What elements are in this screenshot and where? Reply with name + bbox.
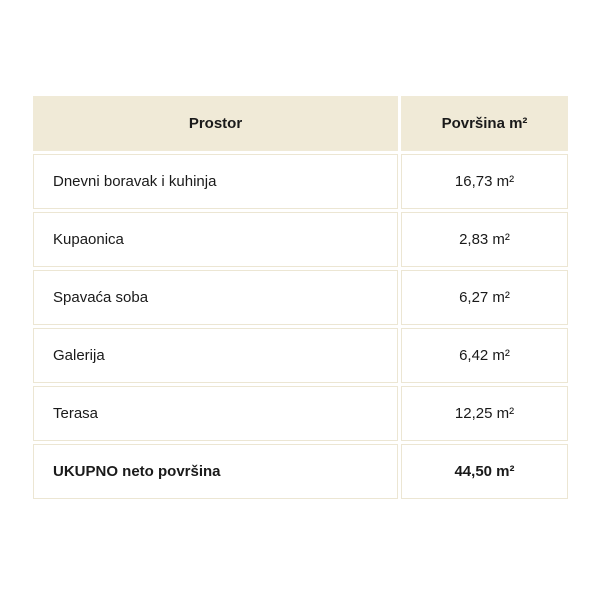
table-row xyxy=(33,386,568,441)
room-area: 16,73 m² xyxy=(401,154,568,209)
room-name: Terasa xyxy=(33,386,398,441)
total-row xyxy=(33,444,568,499)
room-name: Spavaća soba xyxy=(33,270,398,325)
room-area: 2,83 m² xyxy=(401,212,568,267)
table-row xyxy=(33,270,568,325)
room-area: 6,42 m² xyxy=(401,328,568,383)
header-space: Prostor xyxy=(33,96,398,151)
room-area: 12,25 m² xyxy=(401,386,568,441)
table-row xyxy=(33,212,568,267)
total-area: 44,50 m² xyxy=(401,444,568,499)
room-area: 6,27 m² xyxy=(401,270,568,325)
table-row xyxy=(33,154,568,209)
room-name: Kupaonica xyxy=(33,212,398,267)
room-name: Galerija xyxy=(33,328,398,383)
header-area: Površina m² xyxy=(401,96,568,151)
total-label: UKUPNO neto površina xyxy=(33,444,398,499)
table-row xyxy=(33,328,568,383)
room-name: Dnevni boravak i kuhinja xyxy=(33,154,398,209)
area-table xyxy=(30,93,571,502)
table-header-row xyxy=(33,96,568,151)
